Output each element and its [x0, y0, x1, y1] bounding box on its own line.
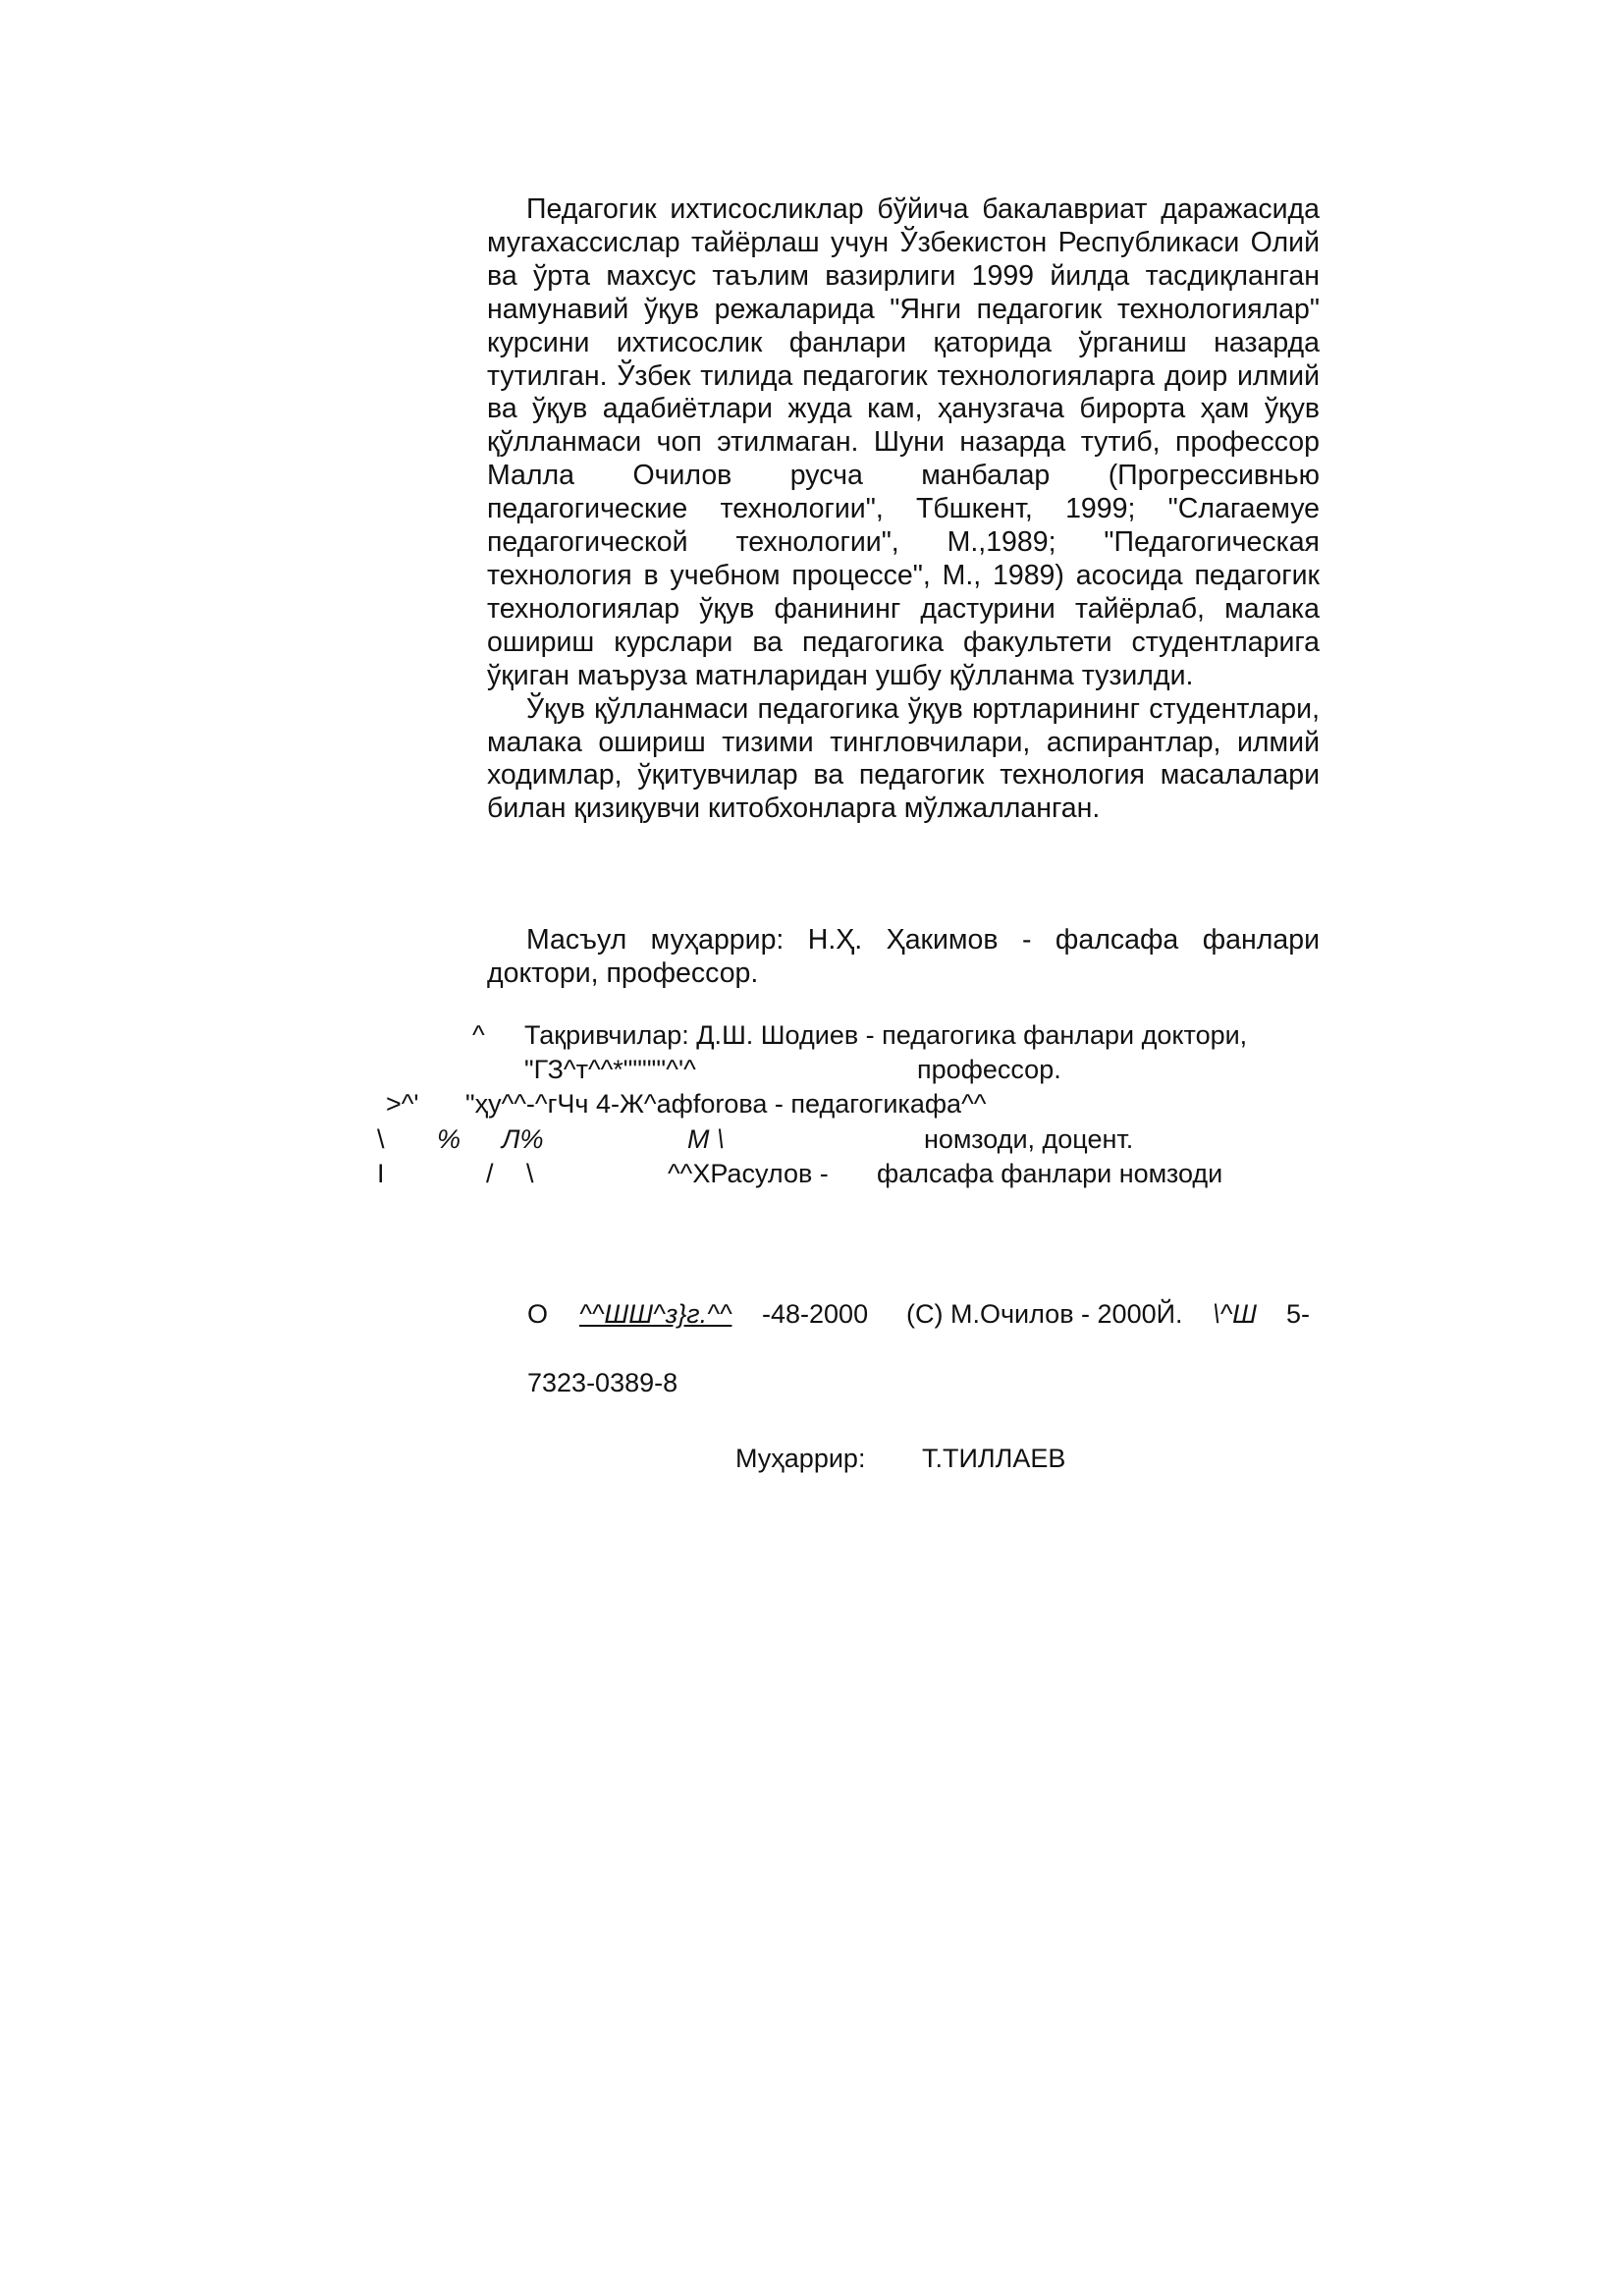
reviewers-line-2-title: профессор. [917, 1055, 1061, 1084]
reviewers-line-4-mark-b: % [437, 1124, 461, 1154]
imprint-isbn-start: 5- [1286, 1299, 1311, 1329]
reviewers-line-5-title: фалсафа фанлари номзоди [877, 1159, 1223, 1188]
reviewers-line-3-noise: >^' [386, 1089, 419, 1119]
responsible-editor [487, 923, 1320, 990]
imprint-isbn-mark: \^Ш [1213, 1299, 1258, 1329]
responsible-editor-text: Масъул муҳаррир: Н.Ҳ. Ҳакимов - фалсафа фанлари доктори, профессор. [487, 924, 1320, 989]
imprint-code-garbled: ^^ШШ^з}г.^^ [579, 1299, 732, 1329]
imprint-isbn-rest: 7323-0389-8 [527, 1368, 678, 1397]
reviewers-line-4-mark-d: М \ [687, 1124, 725, 1154]
reviewers-line-1: Тақривчилар: Д.Ш. Шодиев - педагогика фанлари доктори, [524, 1020, 1248, 1050]
reviewers-line-5-mark-b: / [486, 1159, 494, 1188]
reviewers-line-4-mark-a: \ [377, 1124, 385, 1154]
imprint-o-mark: О [527, 1299, 549, 1329]
credits-label: Муҳаррир: [735, 1444, 866, 1473]
reviewers-line-5-mark-a: I [377, 1159, 385, 1188]
imprint-code-tail: -48-2000 [762, 1299, 869, 1329]
reviewers-line-5-name: ^^ХРасулов - [668, 1159, 829, 1188]
reviewers-line-2-noise: "ГЗ^т^^*""""'^'^ [524, 1055, 696, 1084]
intro-paragraph-2: Ўқув қўлланмаси педагогика ўқув юртларининг студентлари, малака ошириш тизими тингловчилари, аспирантлар, илмий ходимлар, ўқитувчилар ва педагогик технология масалалари билан қизиқувчи китобхонларга мўлжалланган. [487, 692, 1320, 825]
intro-paragraph-1: Педагогик ихтисосликлар бўйича бакалавриат даражасида мугахассислар тайёрлаш учун Ўзбекистон Республикаси Олий ва ўрта махсус таълим вазирлиги 1999 йилда тасдиқланган намунавий ўқув режаларида "Янги педагогик технологиялар" курсини ихтисослик фанлари қаторида ўрганиш назарда тутилган. Ўзбек тилида педагогик технологияларга доир илмий ва ўқув адабиётлари жуда кам, ҳанузгача бирорта ҳам ўқув қўлланмаси чоп этилмаган. Шуни назарда тутиб, профессор Малла Очилов русча манбалар (Прогрессивнью педагогические технологии", Тбшкент, 1999; "Слагаемуе педагогической технологии", М.,1989; "Педагогическая технология в учебном процессе", М., 1989) асосида педагогик технологиялар ўқув фанининг дастурини тайёрлаб, малака ошириш курслари ва педагогика факультети студентларига ўқиган маъруза матнларидан ушбу қўлланма тузилди. [487, 193, 1320, 691]
reviewers-caret: ^ [472, 1020, 485, 1050]
intro-text [487, 193, 1320, 826]
reviewers-line-3: "ҳу^^-^гЧч 4-Ж^афforова - педагогикафа^^ [465, 1089, 987, 1119]
credits-name: Т.ТИЛЛАЕВ [922, 1444, 1066, 1473]
reviewers-line-4-title: номзоди, доцент. [924, 1124, 1134, 1154]
reviewers-line-5-mark-c: \ [526, 1159, 534, 1188]
imprint-copyright: (С) М.Очилов - 2000Й. [906, 1299, 1183, 1329]
reviewers-line-4-mark-c: Л% [502, 1124, 544, 1154]
